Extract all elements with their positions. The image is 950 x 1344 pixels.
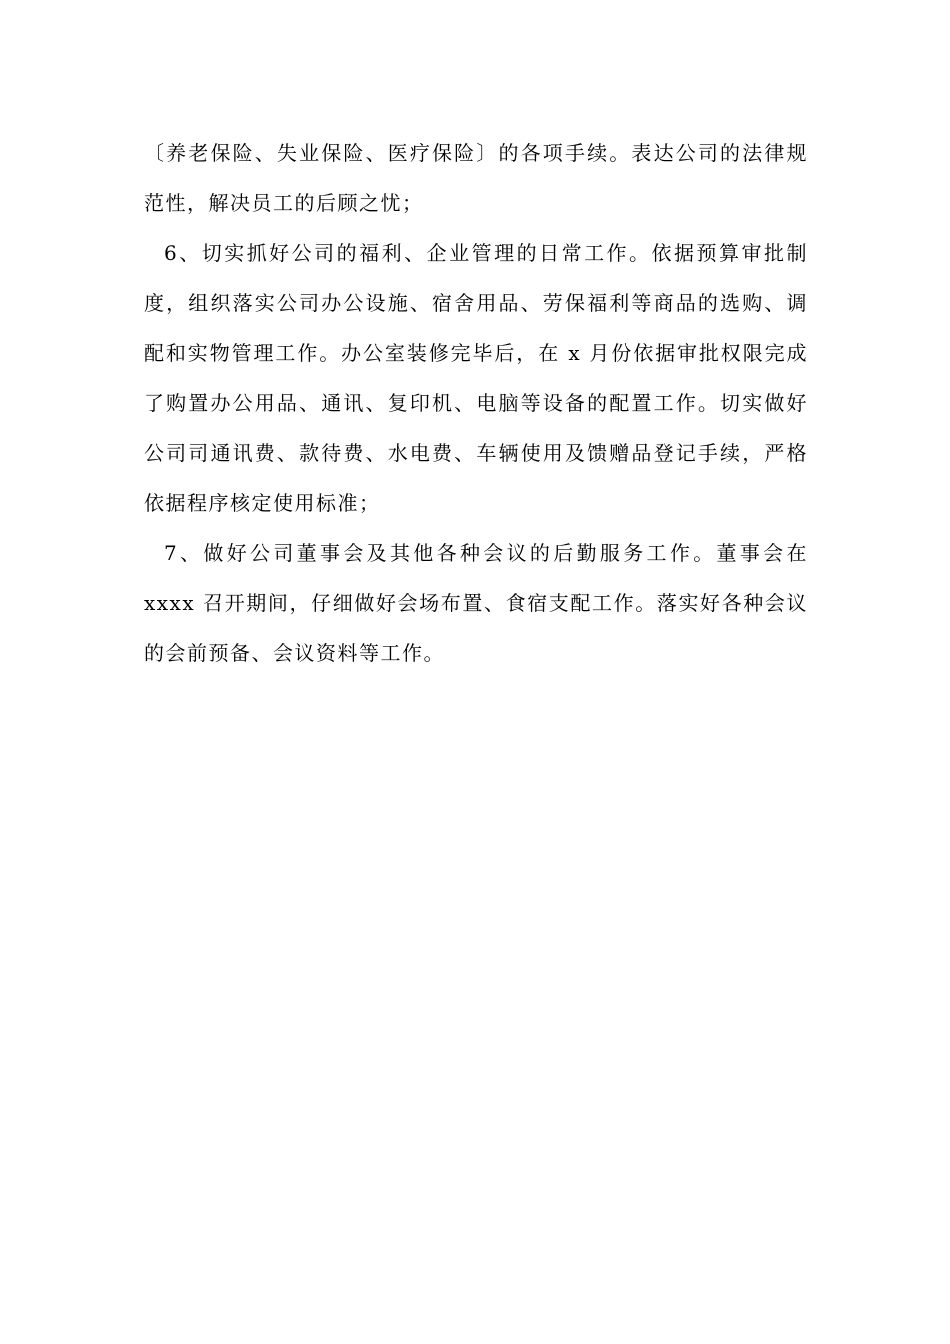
paragraph-continuation: 〔养老保险、失业保险、医疗保险〕的各项手续。表达公司的法律规范性，解决员工的后顾之忧； bbox=[144, 141, 808, 215]
paragraph-item-7: 7、做好公司董事会及其他各种会议的后勤服务工作。董事会在 xxxx 召开期间，仔细做好会场布置、食宿支配工作。落实好各种会议的会前预备、会议资料等工作。 bbox=[144, 541, 808, 665]
paragraph-item-6: 6、切实抓好公司的福利、企业管理的日常工作。依据预算审批制度，组织落实公司办公设施、宿舍用品、劳保福利等商品的选购、调配和实物管理工作。办公室装修完毕后，在 x 月份依据审批权限完成了购置办公用品、通讯、复印机、电脑等设备的配置工作。切实做好公司司通讯费、款待费、水电费、车辆使用及馈赠品登记手续，严格依据程序核定使用标准； bbox=[144, 241, 808, 515]
document-body bbox=[144, 128, 808, 678]
